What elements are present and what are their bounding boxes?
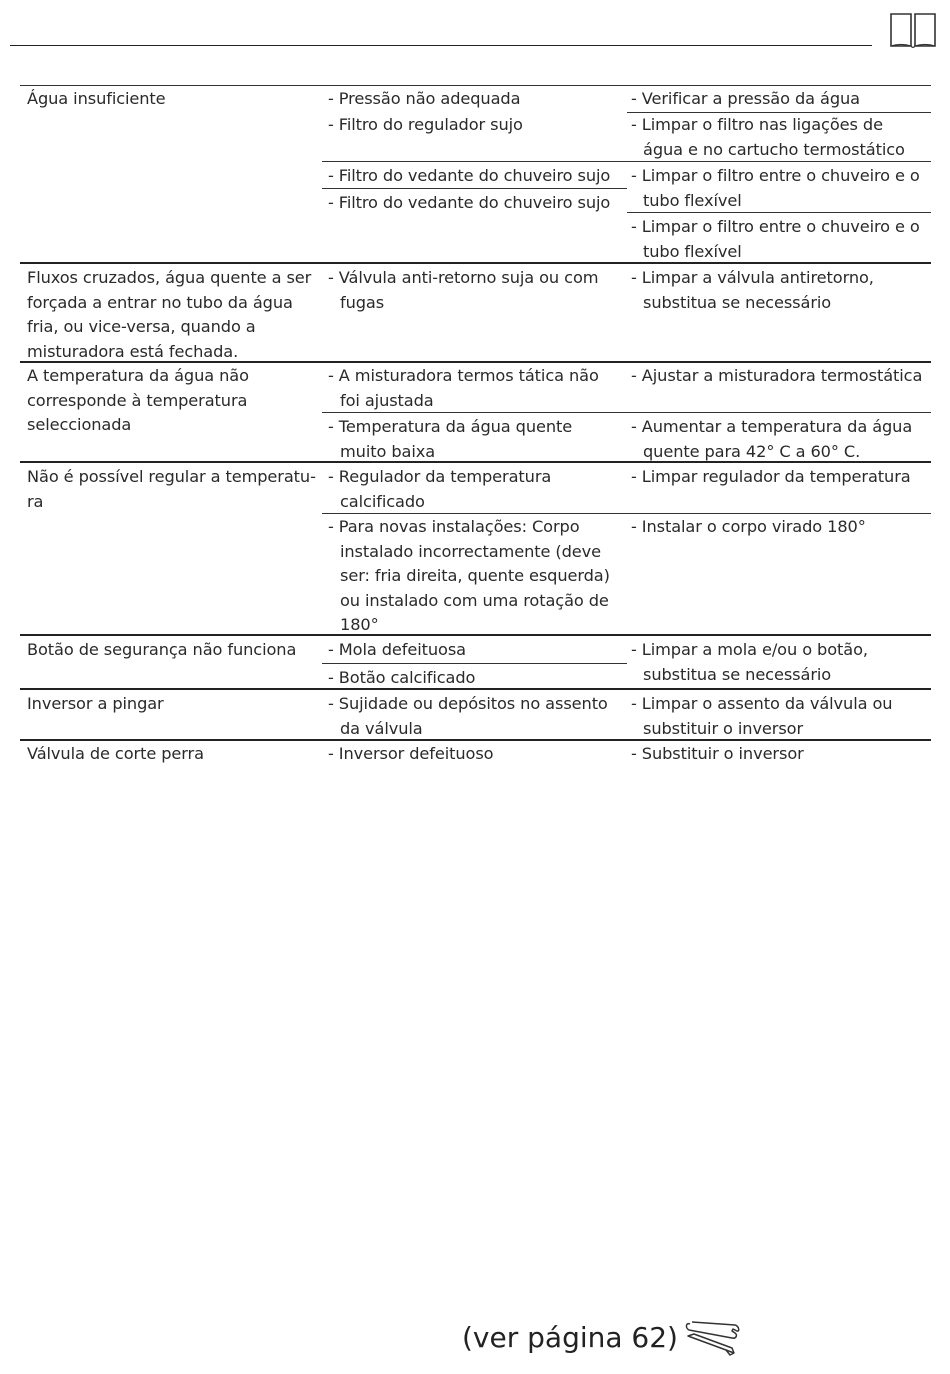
tools-icon: [682, 1316, 742, 1360]
cause-cell: - Temperatura da água quente muito baixa: [328, 417, 573, 461]
cause-cell: - Pressão não adequada: [328, 89, 521, 108]
problem-cell: Não é possível regular a temperatu- ra: [27, 467, 316, 511]
remedy-cell: - Limpar a mola e/ou o botão, substitua se necessário: [631, 640, 868, 684]
cause-cell: - Para novas instalações: Corpo instalado incorrectamente (deve ser: fria direita, quente esquerda) ou instalado com uma rotação de 180°: [328, 517, 610, 634]
remedy-cell: - Ajustar a misturadora termostática: [631, 366, 923, 385]
remedy-cell: - Limpar o filtro entre o chuveiro e o tubo flexível: [631, 166, 920, 210]
cause-cell: - Botão calcificado: [328, 668, 476, 687]
problem-cell: Válvula de corte perra: [27, 744, 204, 763]
cause-cell: - Válvula anti-retorno suja ou com fugas: [328, 268, 599, 312]
remedy-cell: - Limpar o assento da válvula ou substituir o inversor: [631, 694, 893, 738]
remedy-cell: - Limpar regulador da temperatura: [631, 467, 911, 486]
problem-cell: Inversor a pingar: [27, 694, 164, 713]
cause-cell: - Mola defeituosa: [328, 640, 466, 659]
cause-cell: - Regulador da temperatura calcificado: [328, 467, 552, 511]
cause-cell: - Filtro do vedante do chuveiro sujo: [328, 193, 611, 212]
remedy-cell: - Aumentar a temperatura da água quente para 42° C a 60° C.: [631, 417, 913, 461]
row-separator: [20, 688, 931, 690]
remedy-cell: - Verificar a pressão da água: [631, 89, 860, 108]
table-top-rule: [20, 85, 931, 86]
problem-cell: A temperatura da água não corresponde à temperatura seleccionada: [27, 366, 249, 434]
remedy-cell: - Limpar o filtro nas ligações de água e no cartucho termostático: [631, 115, 905, 159]
remedy-cell: - Substituir o inversor: [631, 744, 804, 763]
cause-cell: - Inversor defeituoso: [328, 744, 494, 763]
problem-cell: Água insuficiente: [27, 89, 166, 108]
cause-cell: - A misturadora termos tática não foi ajustada: [328, 366, 599, 410]
cause-cell: - Filtro do regulador sujo: [328, 115, 523, 134]
problem-cell: Botão de segurança não funciona: [27, 640, 297, 659]
page-reference-text: (ver página 62): [462, 1321, 678, 1354]
problem-cell: Fluxos cruzados, água quente a ser forçada a entrar no tubo da água fria, ou vice-versa, quando a misturadora está fechada.: [27, 268, 312, 361]
remedy-cell: - Limpar o filtro entre o chuveiro e o tubo flexível: [631, 217, 920, 261]
cause-cell: - Sujidade ou depósitos no assento da válvula: [328, 694, 608, 738]
row-rule: [322, 663, 627, 664]
remedy-cell: - Limpar a válvula antiretorno, substitua se necessário: [631, 268, 874, 312]
cause-cell: - Filtro do vedante do chuveiro sujo: [328, 166, 611, 185]
remedy-cell: - Instalar o corpo virado 180°: [631, 517, 866, 536]
